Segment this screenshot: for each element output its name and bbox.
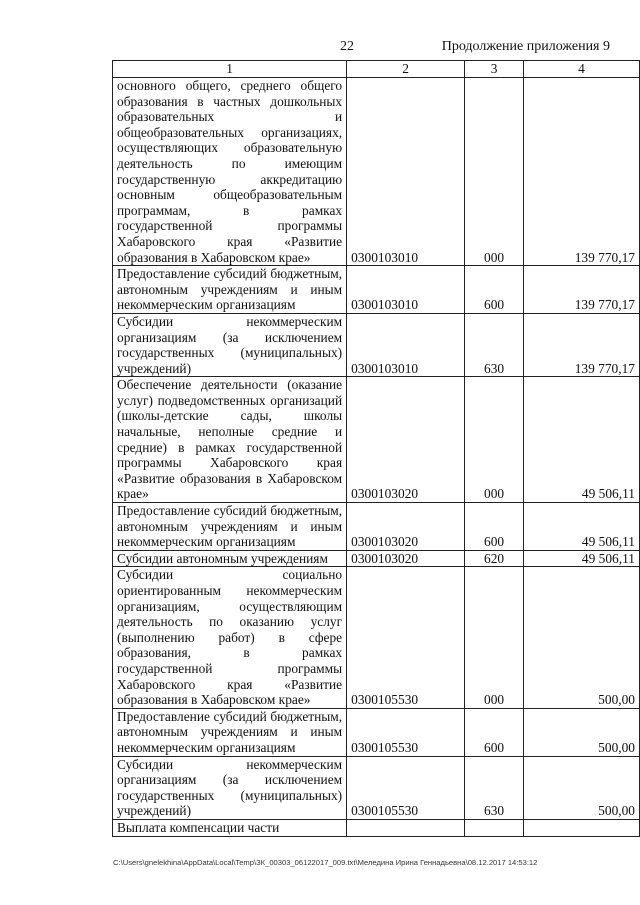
row-expense-type: 600 bbox=[465, 503, 524, 551]
row-description: Субсидии автономным учреждениям bbox=[113, 550, 347, 567]
table-row bbox=[113, 708, 640, 756]
row-description: Обеспечение деятельности (оказание услуг) подведомственных организаций (школы-детские сады, школы начальные, неполные средние и средние) в рамках государственной программы Хабаровского края «Развитие образования в Хабаровском крае» bbox=[113, 377, 347, 503]
column-number-row bbox=[113, 61, 640, 78]
row-expense-type: 620 bbox=[465, 550, 524, 567]
row-target-code: 0300103020 bbox=[347, 503, 465, 551]
table-row bbox=[113, 756, 640, 819]
row-description: Предоставление субсидий бюджетным, автономным учреждениям и иным некоммерческим организациям bbox=[113, 708, 347, 756]
row-expense-type: 600 bbox=[465, 266, 524, 314]
row-description: Субсидии некоммерческим организациям (за исключением государственных (муниципальных) учреждений) bbox=[113, 313, 347, 376]
row-expense-type: 630 bbox=[465, 756, 524, 819]
row-description: Предоставление субсидий бюджетным, автономным учреждениям и иным некоммерческим организациям bbox=[113, 266, 347, 314]
file-path-footer: C:\Users\gnelekhina\AppData\Local\Temp\ЗК_00303_06122017_009.txt\Меледина Ирина Геннадьевна\08.12.2017 14:53:12 bbox=[113, 858, 538, 867]
table-row bbox=[113, 78, 640, 266]
row-amount: 500,00 bbox=[524, 567, 640, 708]
column-header-4: 4 bbox=[524, 61, 640, 78]
row-target-code: 0300105530 bbox=[347, 567, 465, 708]
row-target-code: 0300103020 bbox=[347, 550, 465, 567]
row-amount: 500,00 bbox=[524, 756, 640, 819]
row-description: Субсидии социально ориентированным некоммерческим организациям, осуществляющим деятельность по оказанию услуг (выполнению работ) в сфере образования, в рамках государственной программы Хабаровского края «Развитие образования в Хабаровском крае» bbox=[113, 567, 347, 708]
row-target-code: 0300105530 bbox=[347, 756, 465, 819]
row-description: Субсидии некоммерческим организациям (за исключением государственных (муниципальных) учреждений) bbox=[113, 756, 347, 819]
row-target-code: 0300103010 bbox=[347, 78, 465, 266]
row-amount: 49 506,11 bbox=[524, 377, 640, 503]
row-expense-type: 600 bbox=[465, 708, 524, 756]
table-row bbox=[113, 313, 640, 376]
column-header-2: 2 bbox=[347, 61, 465, 78]
row-amount: 500,00 bbox=[524, 708, 640, 756]
table-row bbox=[113, 550, 640, 567]
row-description: Предоставление субсидий бюджетным, автономным учреждениям и иным некоммерческим организациям bbox=[113, 503, 347, 551]
table-row bbox=[113, 377, 640, 503]
row-target-code: 0300105530 bbox=[347, 708, 465, 756]
row-target-code: 0300103010 bbox=[347, 313, 465, 376]
budget-table bbox=[112, 60, 640, 837]
table-row bbox=[113, 503, 640, 551]
row-expense-type bbox=[465, 819, 524, 836]
row-expense-type: 000 bbox=[465, 377, 524, 503]
column-header-3: 3 bbox=[465, 61, 524, 78]
row-amount: 139 770,17 bbox=[524, 78, 640, 266]
table-row bbox=[113, 266, 640, 314]
row-amount: 139 770,17 bbox=[524, 266, 640, 314]
row-description: Выплата компенсации части bbox=[113, 819, 347, 836]
row-target-code: 0300103010 bbox=[347, 266, 465, 314]
row-amount: 49 506,11 bbox=[524, 503, 640, 551]
row-amount: 139 770,17 bbox=[524, 313, 640, 376]
row-expense-type: 000 bbox=[465, 78, 524, 266]
row-expense-type: 000 bbox=[465, 567, 524, 708]
row-target-code bbox=[347, 819, 465, 836]
column-header-1: 1 bbox=[113, 61, 347, 78]
row-description: основного общего, среднего общего образования в частных дошкольных образовательных и общеобразовательных организациях, осуществляющих образовательную деятельность по имеющим государственную аккредитацию основным общеобразовательным программам, в рамках государственной программы Хабаровского края «Развитие образования в Хабаровском крае» bbox=[113, 78, 347, 266]
continuation-title: Продолжение приложения 9 bbox=[441, 39, 610, 54]
page-number: 22 bbox=[340, 39, 354, 54]
row-amount: 49 506,11 bbox=[524, 550, 640, 567]
row-amount bbox=[524, 819, 640, 836]
table-row bbox=[113, 567, 640, 708]
row-target-code: 0300103020 bbox=[347, 377, 465, 503]
table-row bbox=[113, 819, 640, 836]
row-expense-type: 630 bbox=[465, 313, 524, 376]
